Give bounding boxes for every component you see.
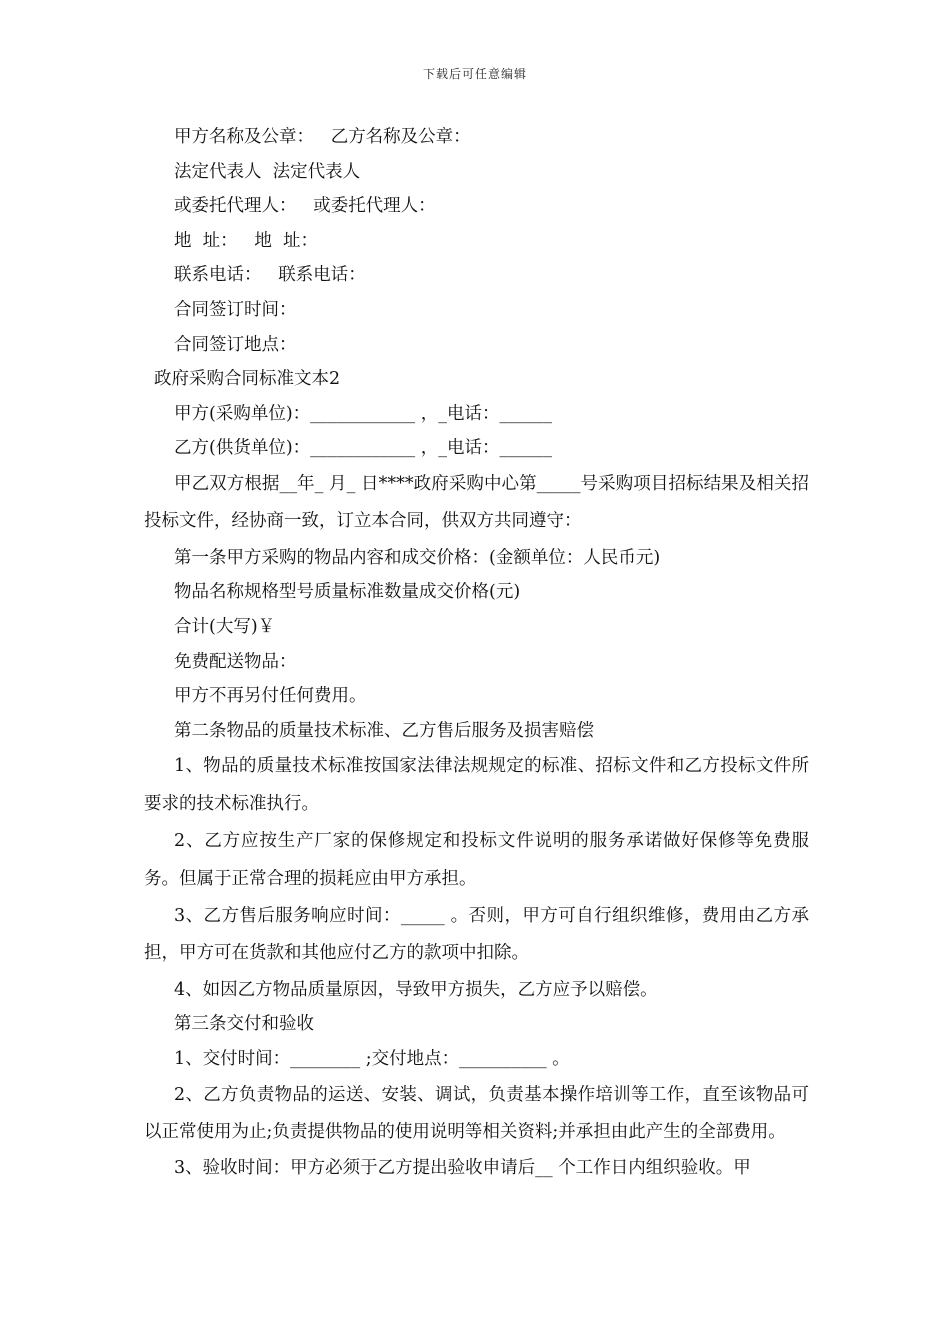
article-3-title: 第三条交付和验收 xyxy=(174,1014,314,1035)
no-extra-fee-line: 甲方不再另付任何费用。 xyxy=(174,686,367,707)
document-body xyxy=(144,120,809,1186)
party-a-line: 甲方(采购单位)：____________ ，_电话：______ xyxy=(174,403,552,424)
signature-line-date: 合同签订时间： xyxy=(174,299,297,320)
party-b-line: 乙方(供货单位)：____________ ，_电话：______ xyxy=(174,438,552,459)
article-2-title: 第二条物品的质量技术标准、乙方售后服务及损害赔偿 xyxy=(174,720,594,741)
signature-line-phone: 联系电话： 联系电话： xyxy=(174,265,366,286)
article-2-item-2: 2、乙方应按生产厂家的保修规定和投标文件说明的服务承诺做好保修等免费服务。但属于正常合理的损耗应由甲方承担。 xyxy=(144,831,809,889)
intro-paragraph: 甲乙双方根据__年_ 月_ 日****政府采购中心第_____号采购项目招标结果及相关招投标文件，经协商一致，订立本合同，供双方共同遵守： xyxy=(144,473,809,532)
signature-line-place: 合同签订地点： xyxy=(174,334,297,355)
page-header: 下载后可任意编辑 xyxy=(422,67,527,81)
free-items-line: 免费配送物品： xyxy=(174,651,297,672)
article-2-item-1: 1、物品的质量技术标准按国家法律法规规定的标准、招标文件和乙方投标文件所要求的技术标准执行。 xyxy=(144,756,809,814)
article-2-item-4: 4、如因乙方物品质量原因，导致甲方损失，乙方应予以赔偿。 xyxy=(174,979,658,1000)
article-1-title: 第一条甲方采购的物品内容和成交价格：(金额单位：人民币元) xyxy=(174,547,661,568)
document-title: 政府采购合同标准文本2 xyxy=(154,369,341,390)
article-3-item-1: 1、交付时间：________ ;交付地点：__________ 。 xyxy=(174,1048,570,1069)
signature-line-agent: 或委托代理人： 或委托代理人： xyxy=(174,196,436,217)
article-3-item-3: 3、验收时间：甲方必须于乙方提出验收申请后__ 个工作日内组织验收。甲 xyxy=(174,1158,751,1179)
article-3-item-2: 2、乙方负责物品的运送、安装、调试，负责基本操作培训等工作，直至该物品可以正常使用为止;负责提供物品的使用说明等相关资料;并承担由此产生的全部费用。 xyxy=(144,1084,809,1142)
total-line: 合计(大写)￥ xyxy=(174,616,276,637)
signature-line-representative: 法定代表人 法定代表人 xyxy=(174,161,361,182)
article-2-item-3: 3、乙方售后服务响应时间：_____ 。否则，甲方可自行组织维修，费用由乙方承担，甲方可在货款和其他应付乙方的款项中扣除。 xyxy=(144,905,809,964)
signature-line-address: 地 址： 地 址： xyxy=(174,230,318,251)
item-table-header: 物品名称规格型号质量标准数量成交价格(元) xyxy=(174,582,521,603)
signature-line-seal: 甲方名称及公章： 乙方名称及公章： xyxy=(174,127,471,147)
